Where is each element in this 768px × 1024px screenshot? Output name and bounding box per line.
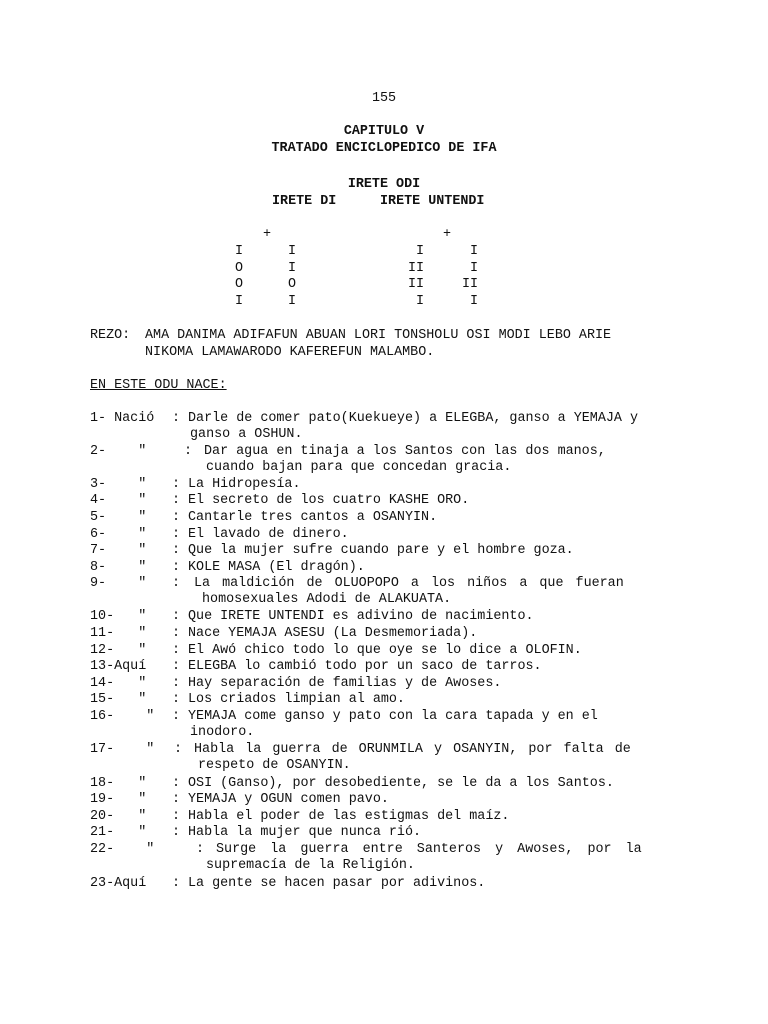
list-item: 11- " : Nace YEMAJA ASESU (La Desmemoriada). <box>90 626 478 641</box>
chapter-title: CAPITULO V <box>343 124 425 139</box>
page-number: 155 <box>371 91 397 106</box>
right-sign-mark: II <box>462 277 479 292</box>
item-text: OSI (Ganso), por desobediente, se le da a los Santos. <box>188 776 614 791</box>
item-text: Que IRETE UNTENDI es adivino de nacimiento. <box>188 609 534 624</box>
list-item: 2- " : Dar agua en tinaja a los Santos con las dos manos, cuando bajan para que concedan gracia. <box>90 444 606 475</box>
left-sign-mark: I <box>235 244 244 259</box>
item-text: Cantarle tres cantos a OSANYIN. <box>188 510 438 525</box>
list-item: 7- " : Que la mujer sufre cuando pare y el hombre goza. <box>90 543 574 558</box>
list-item: 3- " : La Hidropesía. <box>90 477 301 492</box>
right-sign-mark: I <box>470 261 479 276</box>
item-text: ELEGBA lo cambió todo por un saco de tarros. <box>188 659 542 674</box>
item-number: 5- " <box>90 510 147 525</box>
left-sign-mark: I <box>288 294 297 309</box>
item-number: 10- " <box>90 609 147 624</box>
rezo-label: REZO: <box>90 328 131 343</box>
right-sign-mark: I <box>470 244 479 259</box>
right-sign-mark: II <box>408 277 425 292</box>
item-number: 3- " <box>90 477 147 492</box>
item-text: Surge la guerra entre Santeros y Awoses, por la <box>216 842 642 857</box>
right-plus-mark: + <box>443 227 452 242</box>
item-text: Habla la mujer que nunca rió. <box>188 825 422 840</box>
list-item: 14- " : Hay separación de familias y de Awoses. <box>90 676 502 691</box>
item-text: Hay separación de familias y de Awoses. <box>188 676 502 691</box>
item-text: YEMAJA y OGUN comen pavo. <box>188 792 389 807</box>
left-sign-mark: O <box>235 261 244 276</box>
item-text: La maldición de OLUOPOPO a los niños a que fueran <box>194 576 624 591</box>
right-sign-mark: I <box>416 294 425 309</box>
rezo-line: AMA DANIMA ADIFAFUN ABUAN LORI TONSHOLU OSI MODI LEBO ARIE <box>145 328 612 343</box>
rezo-line: NIKOMA LAMAWARODO KAFEREFUN MALAMBO. <box>145 345 435 360</box>
list-item: 1- Nació : Darle de comer pato(Kuekueye) a ELEGBA, ganso a YEMAJA y ganso a OSHUN. <box>90 411 638 442</box>
item-text: La gente se hacen pasar por adivinos. <box>188 876 486 891</box>
list-item: 10- " : Que IRETE UNTENDI es adivino de nacimiento. <box>90 609 534 624</box>
item-number: 8- " <box>90 560 147 575</box>
item-number: 18- " <box>90 776 147 791</box>
item-text: Darle de comer pato(Kuekueye) a ELEGBA, ganso a YEMAJA y <box>188 411 638 426</box>
list-item: 12- " : El Awó chico todo lo que oye se lo dice a OLOFIN. <box>90 643 582 658</box>
list-item: 22- " : Surge la guerra entre Santeros y Awoses, por la supremacía de la Religión. <box>90 842 642 873</box>
item-number: 23-Aquí <box>90 876 147 891</box>
item-number: 6- " <box>90 527 147 542</box>
left-sign-mark: I <box>288 261 297 276</box>
section-heading: EN ESTE ODU NACE: <box>90 378 227 393</box>
item-continuation: homosexuales Adodi de ALAKUATA. <box>202 592 452 607</box>
item-text: Que la mujer sufre cuando pare y el hombre goza. <box>188 543 574 558</box>
treatise-title: TRATADO ENCICLOPEDICO DE IFA <box>271 141 497 156</box>
item-text: Habla la guerra de ORUNMILA y OSANYIN, por falta de <box>194 742 631 757</box>
list-item: 15- " : Los criados limpian al amo. <box>90 692 405 707</box>
item-text: El lavado de dinero. <box>188 527 349 542</box>
list-item: 5- " : Cantarle tres cantos a OSANYIN. <box>90 510 438 525</box>
list-item: 18- " : OSI (Ganso), por desobediente, se le da a los Santos. <box>90 776 614 791</box>
list-item: 17- " : Habla la guerra de ORUNMILA y OSANYIN, por falta de respeto de OSANYIN. <box>90 742 631 773</box>
list-item: 6- " : El lavado de dinero. <box>90 527 349 542</box>
item-number: 7- " <box>90 543 147 558</box>
item-continuation: supremacía de la Religión. <box>206 858 415 873</box>
item-continuation: ganso a OSHUN. <box>190 427 303 442</box>
item-number: 14- " <box>90 676 147 691</box>
item-number: 13-Aquí <box>90 659 147 674</box>
right-sign-mark: II <box>408 261 425 276</box>
list-item: 16- " : YEMAJA come ganso y pato con la cara tapada y en el inodoro. <box>90 709 598 740</box>
item-number: 11- " <box>90 626 147 641</box>
item-continuation: cuando bajan para que concedan gracia. <box>206 460 512 475</box>
right-sign-mark: I <box>470 294 479 309</box>
item-text: Dar agua en tinaja a los Santos con las dos manos, <box>204 444 606 459</box>
item-text: YEMAJA come ganso y pato con la cara tapada y en el <box>188 709 598 724</box>
list-item: 8- " : KOLE MASA (El dragón). <box>90 560 365 575</box>
odu-title: IRETE ODI <box>347 177 421 192</box>
left-sign-mark: O <box>288 277 297 292</box>
left-sign-mark: O <box>235 277 244 292</box>
list-item: 23-Aquí : La gente se hacen pasar por adivinos. <box>90 876 486 891</box>
item-number: 16- " <box>90 709 155 724</box>
item-text: Nace YEMAJA ASESU (La Desmemoriada). <box>188 626 478 641</box>
item-number: 17- " <box>90 742 155 757</box>
left-plus-mark: + <box>263 227 272 242</box>
item-text: KOLE MASA (El dragón). <box>188 560 365 575</box>
item-number: 12- " <box>90 643 147 658</box>
item-number: 22- " <box>90 842 155 857</box>
item-number: 4- " <box>90 493 147 508</box>
right-sign-mark: I <box>416 244 425 259</box>
item-number: 15- " <box>90 692 147 707</box>
item-text: La Hidropesía. <box>188 477 301 492</box>
item-text: El secreto de los cuatro KASHE ORO. <box>188 493 470 508</box>
item-text: El Awó chico todo lo que oye se lo dice a OLOFIN. <box>188 643 582 658</box>
item-continuation: respeto de OSANYIN. <box>198 758 351 773</box>
item-number: 20- " <box>90 809 147 824</box>
item-number: 9- " <box>90 576 147 591</box>
right-odu-name: IRETE UNTENDI <box>380 194 485 209</box>
list-item: 13-Aquí : ELEGBA lo cambió todo por un saco de tarros. <box>90 659 542 674</box>
left-sign-mark: I <box>288 244 297 259</box>
item-text: Habla el poder de las estigmas del maíz. <box>188 809 510 824</box>
left-sign-mark: I <box>235 294 244 309</box>
item-number: 19- " <box>90 792 147 807</box>
item-number: 1- Nació <box>90 411 155 426</box>
list-item: 19- " : YEMAJA y OGUN comen pavo. <box>90 792 389 807</box>
list-item: 9- " : La maldición de OLUOPOPO a los niños a que fueran homosexuales Adodi de ALAKUATA. <box>90 576 690 592</box>
item-text: Los criados limpian al amo. <box>188 692 405 707</box>
list-item: 20- " : Habla el poder de las estigmas del maíz. <box>90 809 510 824</box>
item-number: 2- " <box>90 444 147 459</box>
left-odu-name: IRETE DI <box>272 194 337 209</box>
list-item: 21- " : Habla la mujer que nunca rió. <box>90 825 422 840</box>
item-continuation: inodoro. <box>190 725 255 740</box>
list-item: 4- " : El secreto de los cuatro KASHE ORO. <box>90 493 470 508</box>
item-number: 21- " <box>90 825 147 840</box>
